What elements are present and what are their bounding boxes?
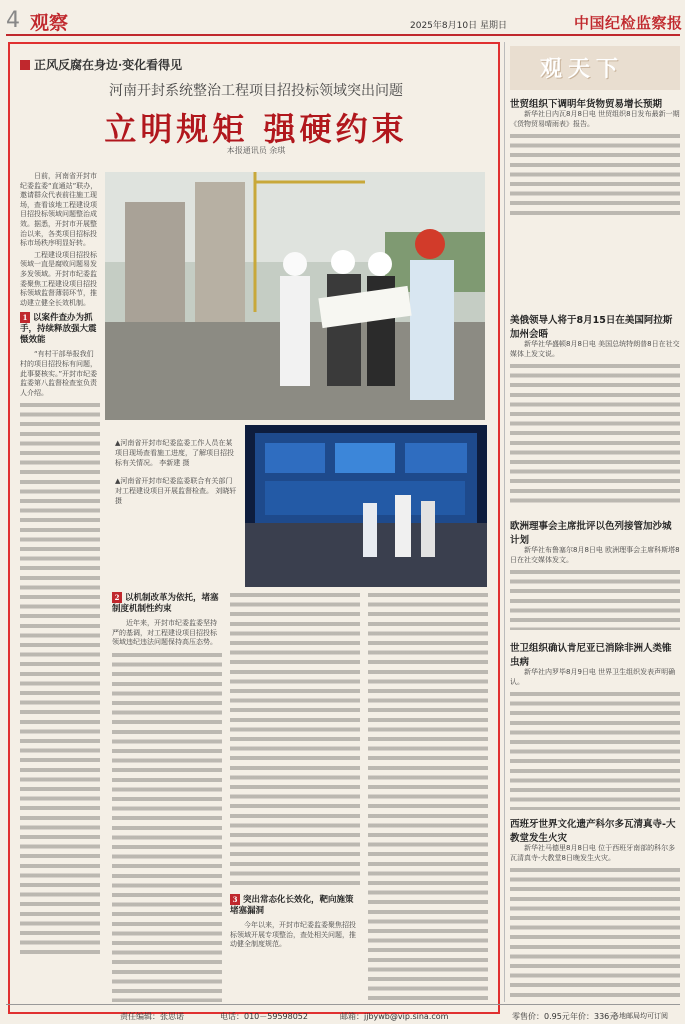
column-divider — [504, 42, 505, 1002]
world-news-headline: 世贸组织下调明年货物贸易增长预期 — [510, 99, 663, 110]
article-column-2 — [112, 590, 222, 1002]
section-name: 观察 — [30, 12, 69, 34]
world-news-lead: 新华社华盛顿8月8日电 美国总统特朗普8日在社交媒体上发文说。 — [510, 340, 680, 358]
world-news-article-5 — [510, 816, 680, 1000]
photo-construction-site — [105, 172, 485, 420]
weekday: 星期日 — [479, 21, 507, 31]
page-number: 4 — [6, 8, 20, 33]
world-news-lead: 新华社日内瓦8月8日电 世贸组织8日发布最新一期《货物贸易晴雨表》报告。 — [510, 110, 680, 128]
body-paragraph: “有村干部举报我们村的项目招投标有问题，此事要核实。”开封市纪委监委第八监督检查室负责人介绍。 — [20, 350, 98, 397]
footer-editors: 责任编辑：张思诺 — [120, 1012, 184, 1021]
photo1-caption: ▲河南省开封市纪委监委工作人员在某项目现场查看施工进度，了解项目招投标有关情况。 李新建 摄 — [115, 439, 234, 467]
section-title: 以案件查办为抓手，持续释放强大震慑效能 — [20, 313, 97, 346]
world-news-headline: 世卫组织确认肯尼亚已消除非洲人类锥虫病 — [510, 643, 672, 668]
column-tag — [20, 56, 182, 73]
section-heading — [20, 312, 100, 346]
section-number: 3 — [230, 894, 240, 905]
column-tag-text: 正风反腐在身边·变化看得见 — [34, 58, 183, 72]
footer-email: 邮箱：jjbywb@vip.sina.com — [340, 1012, 449, 1021]
world-news-text — [510, 689, 680, 810]
body-text-block — [230, 590, 360, 890]
world-news-headline: 美俄领导人将于8月15日在美国阿拉斯加州会晤 — [510, 315, 673, 340]
photo2-caption: ▲河南省开封市纪委监委联合有关部门对工程建设项目开展监督检查。 刘晓轩 摄 — [115, 477, 237, 505]
world-news-text — [510, 361, 680, 508]
world-news-logo: 观天下 — [540, 57, 625, 82]
photo-construction-site-image — [105, 172, 485, 420]
page-header — [0, 0, 685, 36]
article-column-1 — [20, 172, 100, 1002]
body-text-block — [368, 590, 488, 1002]
footer-phone: 电话：010－59598052 — [220, 1012, 308, 1021]
intro-paragraph: 工程建设项目招投标领域一直是腐败问题易发多发领域。开封市纪委监委聚焦工程建设项目招投标领域监督薄弱环节，推动建立健全长效机制。 — [20, 250, 97, 307]
world-news-article-3 — [510, 518, 680, 630]
world-news-article-4 — [510, 640, 680, 810]
world-news-headline: 西班牙世界文化遗产科尔多瓦清真寺-大教堂发生火灾 — [510, 819, 676, 844]
world-news-text — [510, 567, 680, 630]
column-tag-marker — [20, 60, 30, 70]
newspaper-masthead: 中国纪检监察报 — [574, 14, 683, 32]
article-headline: 立明规矩 强硬约束 — [104, 110, 408, 148]
article-column-4 — [368, 590, 488, 1002]
world-news-banner — [510, 46, 680, 90]
body-text-block — [20, 400, 100, 960]
article-column-3 — [230, 590, 360, 1002]
photo-monitoring-center — [245, 425, 487, 587]
world-news-lead: 新华社内罗毕8月9日电 世界卫生组织发表声明确认。 — [510, 668, 676, 686]
world-news-article-1 — [510, 96, 680, 216]
body-paragraph: 今年以来，开封市纪委监委聚焦招投标领域开展专项整治，查处相关问题，推动健全制度规范。 — [230, 921, 356, 949]
date: 2025年8月10日 — [410, 21, 478, 31]
section-title: 突出常态化长效化，靶向施策堵塞漏洞 — [230, 895, 354, 916]
footer-price: 零售价：0.95元 — [512, 1012, 570, 1021]
intro-paragraph: 日前，河南省开封市纪委监委“直通站”联办，邀请群众代表前往施工现场，查看该地工程建设项目招投标领域问题整治成效。据悉，开封市开展整治以来，各类项目招标投标市场秩序明显好转。 — [20, 172, 98, 248]
photo-captions — [115, 438, 239, 506]
section-title: 以机制改革为依托，堵塞制度机制性约束 — [112, 593, 219, 614]
body-paragraph: 近年来，开封市纪委监委坚持严的基调，对工程建设项目招投标领域违纪违法问题保持高压态势。 — [112, 619, 217, 647]
section-heading — [230, 894, 360, 917]
section-heading — [112, 592, 222, 615]
world-news-lead: 新华社布鲁塞尔8月8日电 欧洲理事会主席科斯塔8日在社交媒体发文。 — [510, 546, 680, 564]
footer-annual-price: 年价：336元 — [570, 1012, 618, 1021]
article-byline: 本报通讯员 余琪 — [226, 146, 286, 155]
photo-monitoring-center-image — [245, 425, 487, 587]
footer-rule — [6, 1004, 680, 1005]
header-rule — [6, 34, 680, 36]
world-news-article-2 — [510, 312, 680, 508]
dateline — [410, 18, 507, 31]
world-news-text — [510, 131, 680, 216]
world-news-lead: 新华社马德里8月8日电 位于西班牙南部的科尔多瓦清真寺-大教堂8日晚发生火灾。 — [510, 844, 676, 862]
world-news-text — [510, 865, 680, 1000]
footer-note: 各地邮局均可订阅 — [612, 1012, 668, 1020]
section-number: 1 — [20, 312, 30, 323]
article-topline: 河南开封系统整治工程项目招投标领域突出问题 — [109, 83, 403, 99]
world-news-headline: 欧洲理事会主席批评以色列接管加沙城计划 — [510, 521, 672, 546]
body-text-block — [112, 650, 222, 1002]
section-number: 2 — [112, 592, 122, 603]
page-footer — [0, 1004, 685, 1024]
